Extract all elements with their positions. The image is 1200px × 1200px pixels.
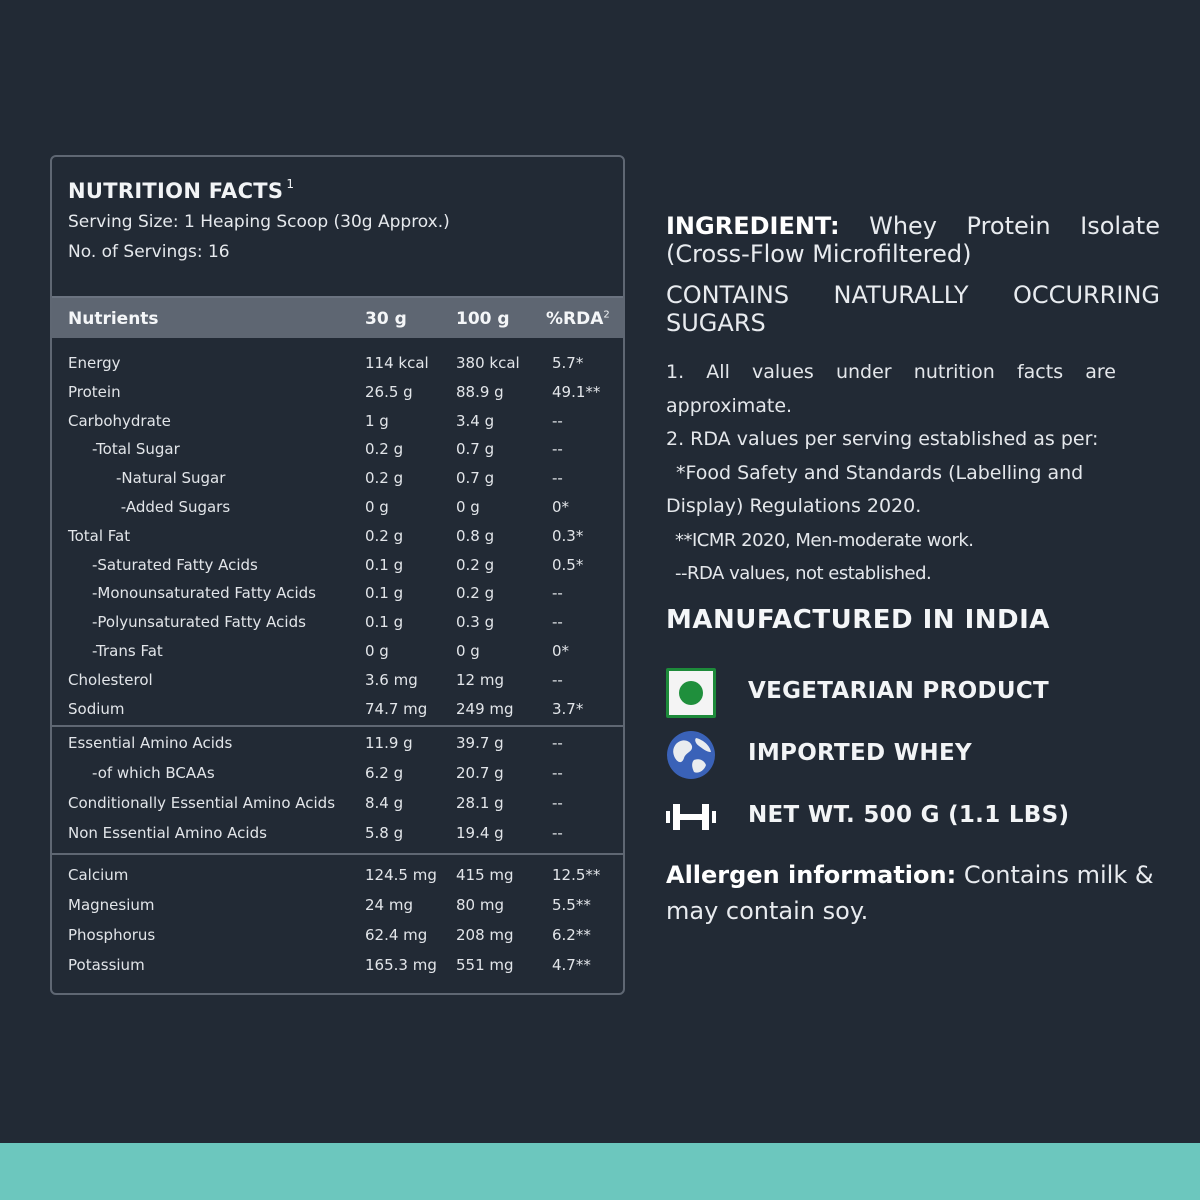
manufactured-in-india: MANUFACTURED IN INDIA [666,605,1050,635]
value-per-100g: 0.7 g [456,440,495,459]
title-footnote-mark: 1 [286,177,295,191]
value-per-30g: 1 g [365,411,389,430]
value-per-30g: 24 mg [365,896,413,914]
value-per-100g: 39.7 g [456,734,504,752]
nutrient-name: Protein [68,382,121,401]
footnote-fssai-cont: Display) Regulations 2020. [666,495,922,517]
nutrient-name: Energy [68,354,121,372]
value-per-30g: 74.7 mg [365,699,428,718]
table-row [52,498,623,527]
nutrient-name: Essential Amino Acids [68,734,233,752]
footnote-fssai: *Food Safety and Standards (Labelling and [676,461,1084,484]
value-rda: 5.5** [552,896,591,914]
net-weight-label: NET WT. 500 G (1.1 LBS) [748,802,1070,828]
value-per-30g: 165.3 mg [365,956,437,974]
value-per-100g: 0 g [456,642,480,660]
value-rda: 49.1** [552,382,601,401]
table-row [52,671,623,700]
value-rda: 0* [552,498,570,516]
value-rda: 0* [552,642,570,660]
value-per-30g: 0 g [365,642,389,660]
value-per-100g: 0.8 g [456,526,495,545]
value-per-30g: 0.1 g [365,613,404,632]
value-per-100g: 19.4 g [456,824,504,842]
value-per-100g: 28.1 g [456,794,504,812]
value-per-30g: 0.2 g [365,440,404,459]
divider [52,725,623,727]
value-rda: -- [552,794,563,812]
value-rda: -- [552,411,563,430]
imported-feature [666,730,1160,780]
footnote-1-cont: approximate. [666,394,793,417]
value-per-100g: 380 kcal [456,354,520,372]
sugar-statement: CONTAINS NATURALLY OCCURRING SUGARS [666,281,1160,337]
value-per-100g: 0.2 g [456,555,495,574]
value-rda: -- [552,584,563,603]
value-per-30g: 0 g [365,498,389,516]
value-rda: -- [552,764,563,782]
ingredient-statement: INGREDIENT: Whey Protein Isolate (Cross-Flow Microfiltered) [666,212,1160,268]
value-per-100g: 551 mg [456,956,514,974]
nutrient-name: Calcium [68,866,129,884]
value-per-100g: 249 mg [456,699,514,718]
value-per-100g: 88.9 g [456,382,504,401]
table-header [52,296,623,338]
table-row [52,556,623,585]
vegetarian-feature [666,668,1160,718]
nutrient-name: Potassium [68,956,145,974]
value-rda: -- [552,613,563,632]
net-weight-feature [666,792,1160,842]
nutrient-name: -Added Sugars [120,498,231,516]
header-per-30g: 30 g [365,309,407,329]
nutrient-name: -Polyunsaturated Fatty Acids [92,613,306,632]
nutrition-facts-header [52,157,623,297]
table-row [52,613,623,642]
value-rda: 0.5* [552,555,584,574]
value-rda: 5.7* [552,354,584,372]
value-per-30g: 3.6 mg [365,670,418,689]
nutrient-name: -of which BCAAs [92,764,215,782]
footnote-icmr: **ICMR 2020, Men-moderate work. [675,529,974,551]
value-rda: 4.7** [552,956,591,974]
nutrient-name: Sodium [68,699,125,718]
table-row [52,440,623,469]
value-per-30g: 124.5 mg [365,866,437,884]
nutrient-name: Non Essential Amino Acids [68,824,267,842]
allergen-information: Allergen information: Contains milk & may contain soy. [666,861,1154,925]
value-per-30g: 6.2 g [365,764,404,782]
nutrient-name: Phosphorus [68,926,156,944]
footnote-1: 1. All values under nutrition facts are [666,361,1116,383]
nutrient-name: -Total Sugar [92,440,180,459]
table-row [52,642,623,671]
value-per-30g: 11.9 g [365,734,413,752]
value-per-100g: 20.7 g [456,764,504,782]
table-row [52,734,623,763]
value-per-100g: 12 mg [456,670,504,689]
table-row [52,764,623,793]
value-per-30g: 0.1 g [365,555,404,574]
nutrition-facts-panel [50,155,625,995]
vegetarian-mark-icon [666,668,716,718]
value-rda: -- [552,469,563,488]
globe-icon [666,730,716,780]
value-rda: -- [552,670,563,689]
nutrient-name: -Natural Sugar [116,469,226,488]
serving-size: Serving Size: 1 Heaping Scoop (30g Approx.) [68,212,450,232]
table-row [52,412,623,441]
table-row [52,383,623,412]
value-rda: 0.3* [552,526,584,545]
header-rda: %RDA$^2$ [546,309,610,329]
table-row [52,956,623,985]
value-per-100g: 0.2 g [456,584,495,603]
value-per-30g: 5.8 g [365,824,404,842]
table-row [52,824,623,853]
value-per-30g: 114 kcal [365,354,429,372]
nutrient-name: Conditionally Essential Amino Acids [68,794,336,812]
table-row [52,896,623,925]
value-rda: -- [552,734,563,752]
footer-band [0,1143,1200,1200]
value-per-30g: 8.4 g [365,794,404,812]
value-per-100g: 415 mg [456,866,514,884]
value-rda: -- [552,440,563,459]
value-rda: 12.5** [552,866,601,884]
value-per-100g: 0.3 g [456,613,495,632]
value-rda: 3.7* [552,699,584,718]
nutrient-name: -Saturated Fatty Acids [92,555,258,574]
nutrient-name: -Trans Fat [92,642,163,660]
header-per-100g: 100 g [456,309,510,329]
value-per-30g: 62.4 mg [365,926,428,944]
value-per-30g: 0.2 g [365,526,404,545]
value-rda: -- [552,824,563,842]
table-row [52,354,623,383]
table-row [52,926,623,955]
dumbbell-icon [666,802,716,832]
value-per-30g: 0.2 g [365,469,404,488]
value-per-30g: 26.5 g [365,382,413,401]
value-rda: 6.2** [552,926,591,944]
value-per-100g: 3.4 g [456,411,495,430]
nutrient-name: Carbohydrate [68,411,171,430]
footnotes [666,356,1116,591]
value-per-100g: 80 mg [456,896,504,914]
value-per-30g: 0.1 g [365,584,404,603]
imported-label: IMPORTED WHEY [748,740,972,766]
nutrient-name: Total Fat [68,526,131,545]
value-per-100g: 208 mg [456,926,514,944]
table-row [52,527,623,556]
table-row [52,866,623,895]
value-per-100g: 0 g [456,498,480,516]
table-row [52,469,623,498]
nutrition-facts-title: NUTRITION FACTS $^1$ [68,177,295,203]
nutrient-name: Cholesterol [68,670,153,689]
divider [52,853,623,855]
servings-count: No. of Servings: 16 [68,242,230,262]
nutrient-name: -Monounsaturated Fatty Acids [92,584,316,603]
header-nutrients: Nutrients [68,309,159,329]
vegetarian-label: VEGETARIAN PRODUCT [748,678,1049,704]
nutrient-name: Magnesium [68,896,155,914]
footnote-not-established: --RDA values, not established. [675,563,932,584]
footnote-2: 2. RDA values per serving established as per: [666,428,1099,450]
value-per-100g: 0.7 g [456,469,495,488]
table-row [52,794,623,823]
table-row [52,584,623,613]
